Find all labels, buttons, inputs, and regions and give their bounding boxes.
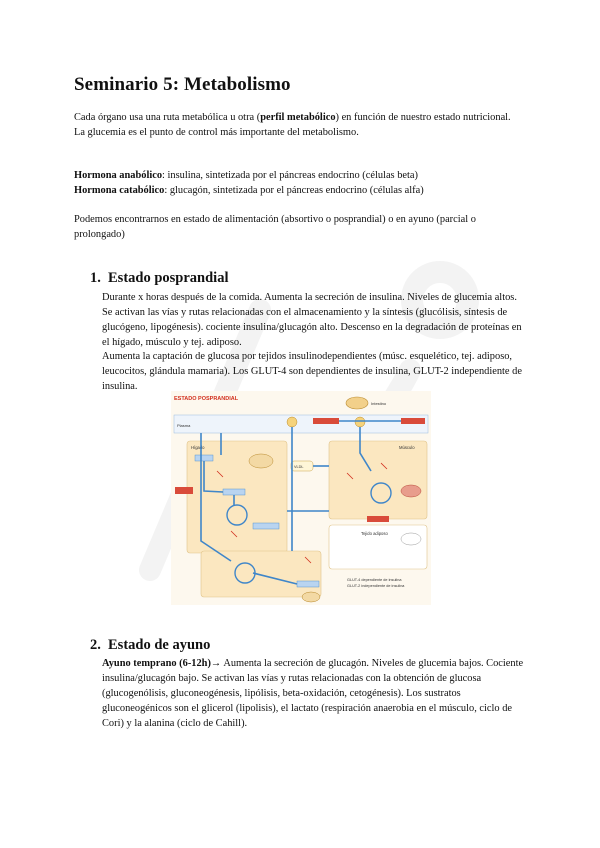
adipose-tag-box (297, 581, 319, 587)
posprandial-paragraph-2: Aumenta la captación de glucosa por tejidos insulinodependientes (músc. esquelético, tej. adiposo, leucocitos, glándula mamaria). Los GLUT-4 son dependientes de insulina, GLUT-2 independiente de insulina. (102, 351, 522, 392)
legend-glut2: GLUT-2 independiente de insulina (347, 584, 405, 588)
muscle-panel (329, 441, 427, 519)
section-number-2: 2. (90, 637, 101, 653)
intestine-icon (346, 397, 368, 409)
intro-text-a: Cada órgano usa una ruta metabólica u otra ( (74, 112, 261, 123)
section-heading-ayuno (90, 637, 210, 654)
muscle-fiber-icon (401, 485, 421, 497)
intro-paragraph (74, 110, 526, 140)
intro-text-c: ) en función de nuestro estado nutricional. (335, 112, 511, 123)
arrow-symbol: → (210, 658, 222, 669)
adipocyte-icon (401, 533, 421, 545)
plasma-label: Plasma (177, 423, 191, 428)
anabolic-label: Hormona anabólico (74, 170, 163, 181)
glucose-node-right (355, 417, 365, 427)
page-title: Seminario 5: Metabolismo (74, 74, 291, 95)
intestine-label: Intestino (371, 401, 387, 406)
liver-pyruvate-box (223, 489, 245, 495)
catabolic-text: : glucagón, sintetizada por el páncreas endocrino (células alfa) (164, 185, 424, 196)
section-title-2: Estado de ayuno (108, 637, 211, 653)
chylomicrons-box (313, 418, 339, 424)
section-title: Estado posprandial (108, 270, 229, 286)
intro-bold-term: perfil metabólico (260, 112, 336, 123)
ayuno-paragraph (102, 656, 526, 731)
legend-glut4: GLUT-4 dependiente de insulina (347, 578, 402, 582)
vldl-label: VLDL (294, 465, 304, 469)
glucose-node-top (287, 417, 297, 427)
anabolic-text: : insulina, sintetizada por el páncreas endocrino (células beta) (162, 170, 418, 181)
glycogen-granule (249, 454, 273, 468)
lower-panel (201, 551, 321, 597)
posprandial-diagram (171, 391, 431, 605)
muscle-protein-box (367, 516, 389, 522)
muscle-label: Músculo (399, 445, 415, 450)
plasma-band (174, 415, 428, 433)
ayuno-text: Aumenta la secreción de glucagón. Niveles de glucemia bajos. Cociente insulina/glucagón bajo. Se activan las vías y rutas relacionadas con la obtención de glucosa (glucogenólisis, gluconeogénesis, lipólisis, beta-oxidación, cetogénesis). Los sustratos gluconeogénicos son el glicerol (lipolisis), el lactato (respiración anaerobia en el músculo, ciclo de Cori) y la alanina (ciclo de Cahill). (102, 658, 524, 729)
section-heading-posprandial (90, 270, 228, 287)
states-paragraph: Podemos encontrarnos en estado de alimentación (absortivo o posprandial) o en ayuno (parcial o prolongado) (74, 214, 476, 240)
liver-glucose-box (195, 455, 213, 461)
liver-red-box (175, 487, 193, 494)
fat-droplet-icon (302, 592, 320, 602)
diagram-title: ESTADO POSPRANDIAL (174, 396, 239, 402)
liver-label: Hígado (191, 445, 205, 450)
hormones-paragraph (74, 168, 526, 198)
amino-acids-box (401, 418, 425, 424)
posprandial-paragraph-1: Durante x horas después de la comida. Aumenta la secreción de insulina. Niveles de glucemia altos. Se activan las vías y rutas relacionadas con el almacenamiento y la síntesis (glucólisis, síntesis de glucógeno, lipogénesis). cociente insulina/glucagón alto. Descenso en la degradación de proteínas en el hígado, músculo y tej. adiposo. (102, 292, 522, 348)
ayuno-temprano-label: Ayuno temprano (6-12h) (102, 658, 211, 669)
liver-tag-box (253, 523, 279, 529)
adipose-label: Tejido adiposo (361, 531, 388, 536)
section-number: 1. (90, 270, 101, 286)
catabolic-label: Hormona catabólico (74, 185, 165, 196)
intro-line-2: La glucemia es el punto de control más importante del metabolismo. (74, 127, 359, 138)
